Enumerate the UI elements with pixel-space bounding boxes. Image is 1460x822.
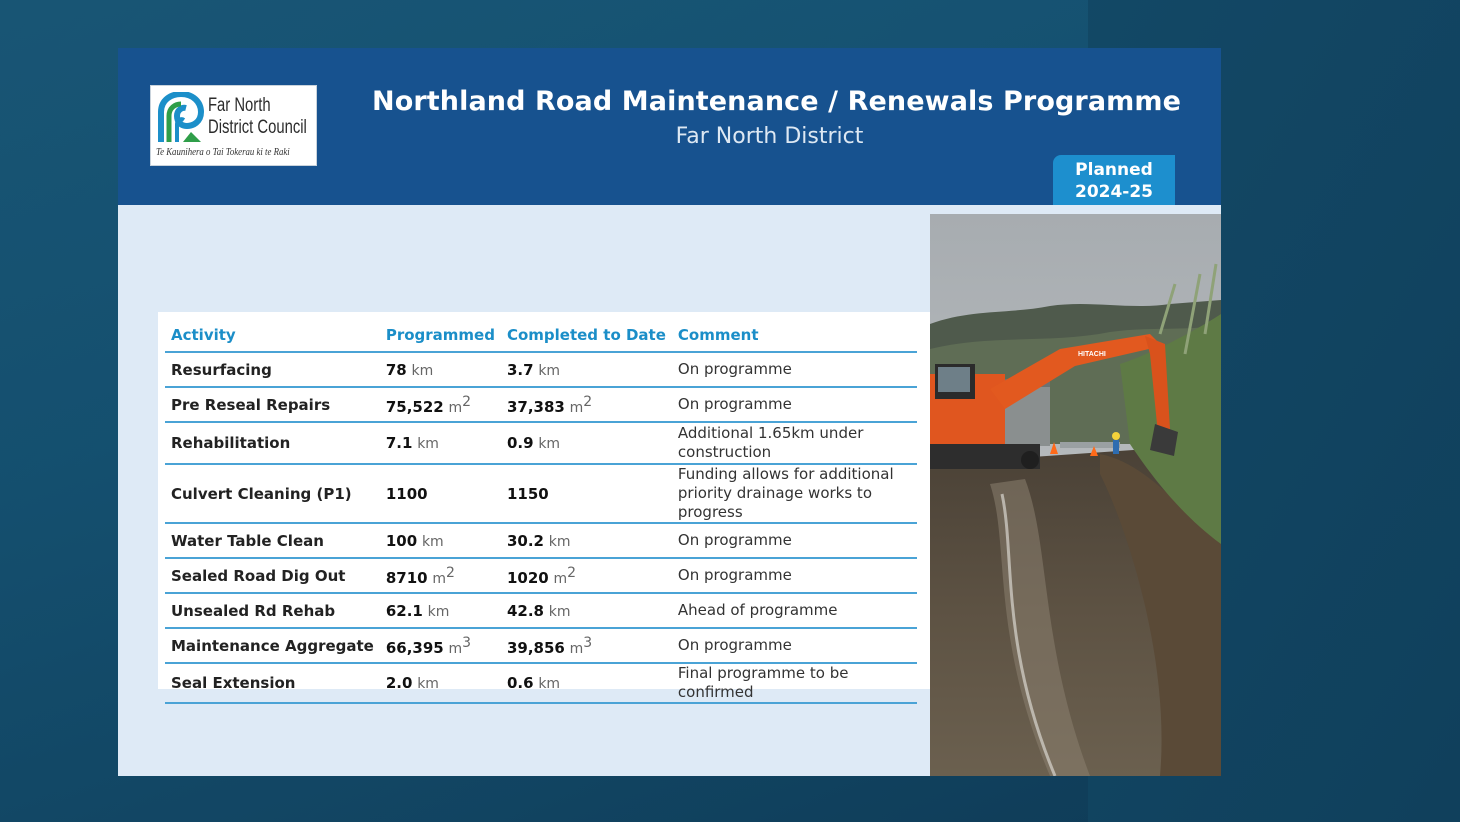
cell-comment: Final programme to be confirmed [672,663,917,703]
programme-table [165,318,917,704]
excavator-brand-label: HITACHI [1078,351,1106,358]
cell-completed-unit: km [538,436,561,452]
cell-comment: On programme [672,352,917,387]
cell-programmed-unit: m [432,570,447,587]
planned-badge [1053,155,1175,205]
cell-programmed [380,523,501,558]
cell-completed-unit: km [538,676,561,692]
cell-programmed-unit: km [411,362,434,379]
slide [118,48,1221,776]
cell-programmed-value: 78 [385,360,407,379]
table-row [165,422,917,464]
cell-completed-value: 42.8 [506,601,544,620]
table-header-row [165,318,917,352]
cell-completed-unit: km [538,362,561,379]
cell-programmed [380,628,501,663]
table-row [165,387,917,422]
header-comment: Comment [672,318,917,352]
cell-comment: On programme [672,628,917,663]
cell-completed-value: 0.6 [506,674,534,692]
cell-completed-unit-power: 2 [583,393,593,410]
cell-activity: Pre Reseal Repairs [165,387,380,422]
cell-completed [501,593,672,628]
cell-completed [501,464,672,523]
badge-line2: 2024-25 [1074,182,1154,202]
cell-programmed [380,593,501,628]
header-completed: Completed to Date [501,318,672,352]
table-row [165,558,917,593]
page-subtitle: Far North District [675,124,864,149]
cell-completed-value: 1020 [506,568,549,587]
logo-text-line1: Far North [208,95,271,116]
cell-programmed-value: 2.0 [385,674,413,692]
cell-completed-unit: m [569,399,584,416]
header-bar [118,48,1221,205]
cell-activity: Rehabilitation [165,422,380,464]
cell-activity: Water Table Clean [165,523,380,558]
cell-comment: On programme [672,387,917,422]
cell-programmed-unit: km [427,603,450,620]
cell-completed [501,628,672,663]
cell-programmed-unit: km [417,436,439,452]
cell-completed-unit-power: 2 [567,564,577,581]
cell-completed [501,663,672,703]
cell-comment: On programme [672,558,917,593]
excavator-photo-image [930,214,1221,776]
cell-comment: Ahead of programme [672,593,917,628]
cell-completed [501,558,672,593]
cell-completed-value: 37,383 [506,397,565,416]
cell-programmed [380,663,501,703]
cell-comment: Additional 1.65km under construction [672,422,917,464]
cell-completed-value: 3.7 [506,360,534,379]
cell-completed-value: 39,856 [506,638,565,657]
cell-programmed [380,422,501,464]
table-row [165,593,917,628]
cell-programmed-unit-power: 2 [446,564,455,581]
cell-completed-value: 30.2 [506,531,544,550]
cell-completed [501,352,672,387]
cell-programmed-unit: km [417,676,439,692]
logo-text-line2: District Council [208,117,307,138]
cell-completed-unit: km [548,603,571,620]
cell-activity: Unsealed Rd Rehab [165,593,380,628]
cell-activity: Seal Extension [165,663,380,703]
table-row [165,628,917,663]
header-programmed: Programmed [380,318,501,352]
roadworks-photo [930,214,1221,776]
cell-programmed-value: 7.1 [385,434,413,452]
page-title: Northland Road Maintenance / Renewals Programme [372,86,1182,117]
cell-programmed-value: 100 [385,531,418,550]
logo-tagline: Te Kaunihera o Tai Tokerau ki te Raki [156,147,290,158]
table-row [165,464,917,523]
cell-completed-unit: km [548,533,571,550]
table-row [165,523,917,558]
cell-programmed-value: 66,395 [385,638,444,657]
cell-programmed-value: 1100 [385,484,428,503]
cell-activity: Culvert Cleaning (P1) [165,464,380,523]
cell-programmed [380,558,501,593]
cell-programmed-unit-power: 3 [462,634,472,651]
cell-programmed-unit-power: 2 [462,393,472,410]
table-row [165,352,917,387]
cell-completed-unit: m [569,640,584,657]
cell-comment: Funding allows for additional priority drainage works to progress [672,464,917,523]
header-activity: Activity [165,318,380,352]
cell-programmed-unit: m [448,399,463,416]
cell-programmed [380,464,501,523]
cell-completed [501,387,672,422]
badge-line1: Planned [1075,160,1153,180]
table-panel [158,312,931,701]
cell-programmed [380,387,501,422]
cell-comment: On programme [672,523,917,558]
cell-completed [501,523,672,558]
cell-activity: Maintenance Aggregate [165,628,380,663]
cell-programmed [380,352,501,387]
cell-programmed-value: 8710 [385,568,428,587]
cell-programmed-value: 75,522 [385,397,444,416]
table-row [165,663,917,703]
cell-completed-value: 0.9 [506,434,534,452]
cell-activity: Sealed Road Dig Out [165,558,380,593]
cell-completed-unit: m [553,570,568,587]
cell-programmed-unit: m [448,640,463,657]
cell-activity: Resurfacing [165,352,380,387]
cell-completed [501,422,672,464]
cell-programmed-unit: km [421,533,444,550]
cell-programmed-value: 62.1 [385,601,423,620]
cell-completed-unit-power: 3 [583,634,593,651]
cell-completed-value: 1150 [506,484,549,503]
